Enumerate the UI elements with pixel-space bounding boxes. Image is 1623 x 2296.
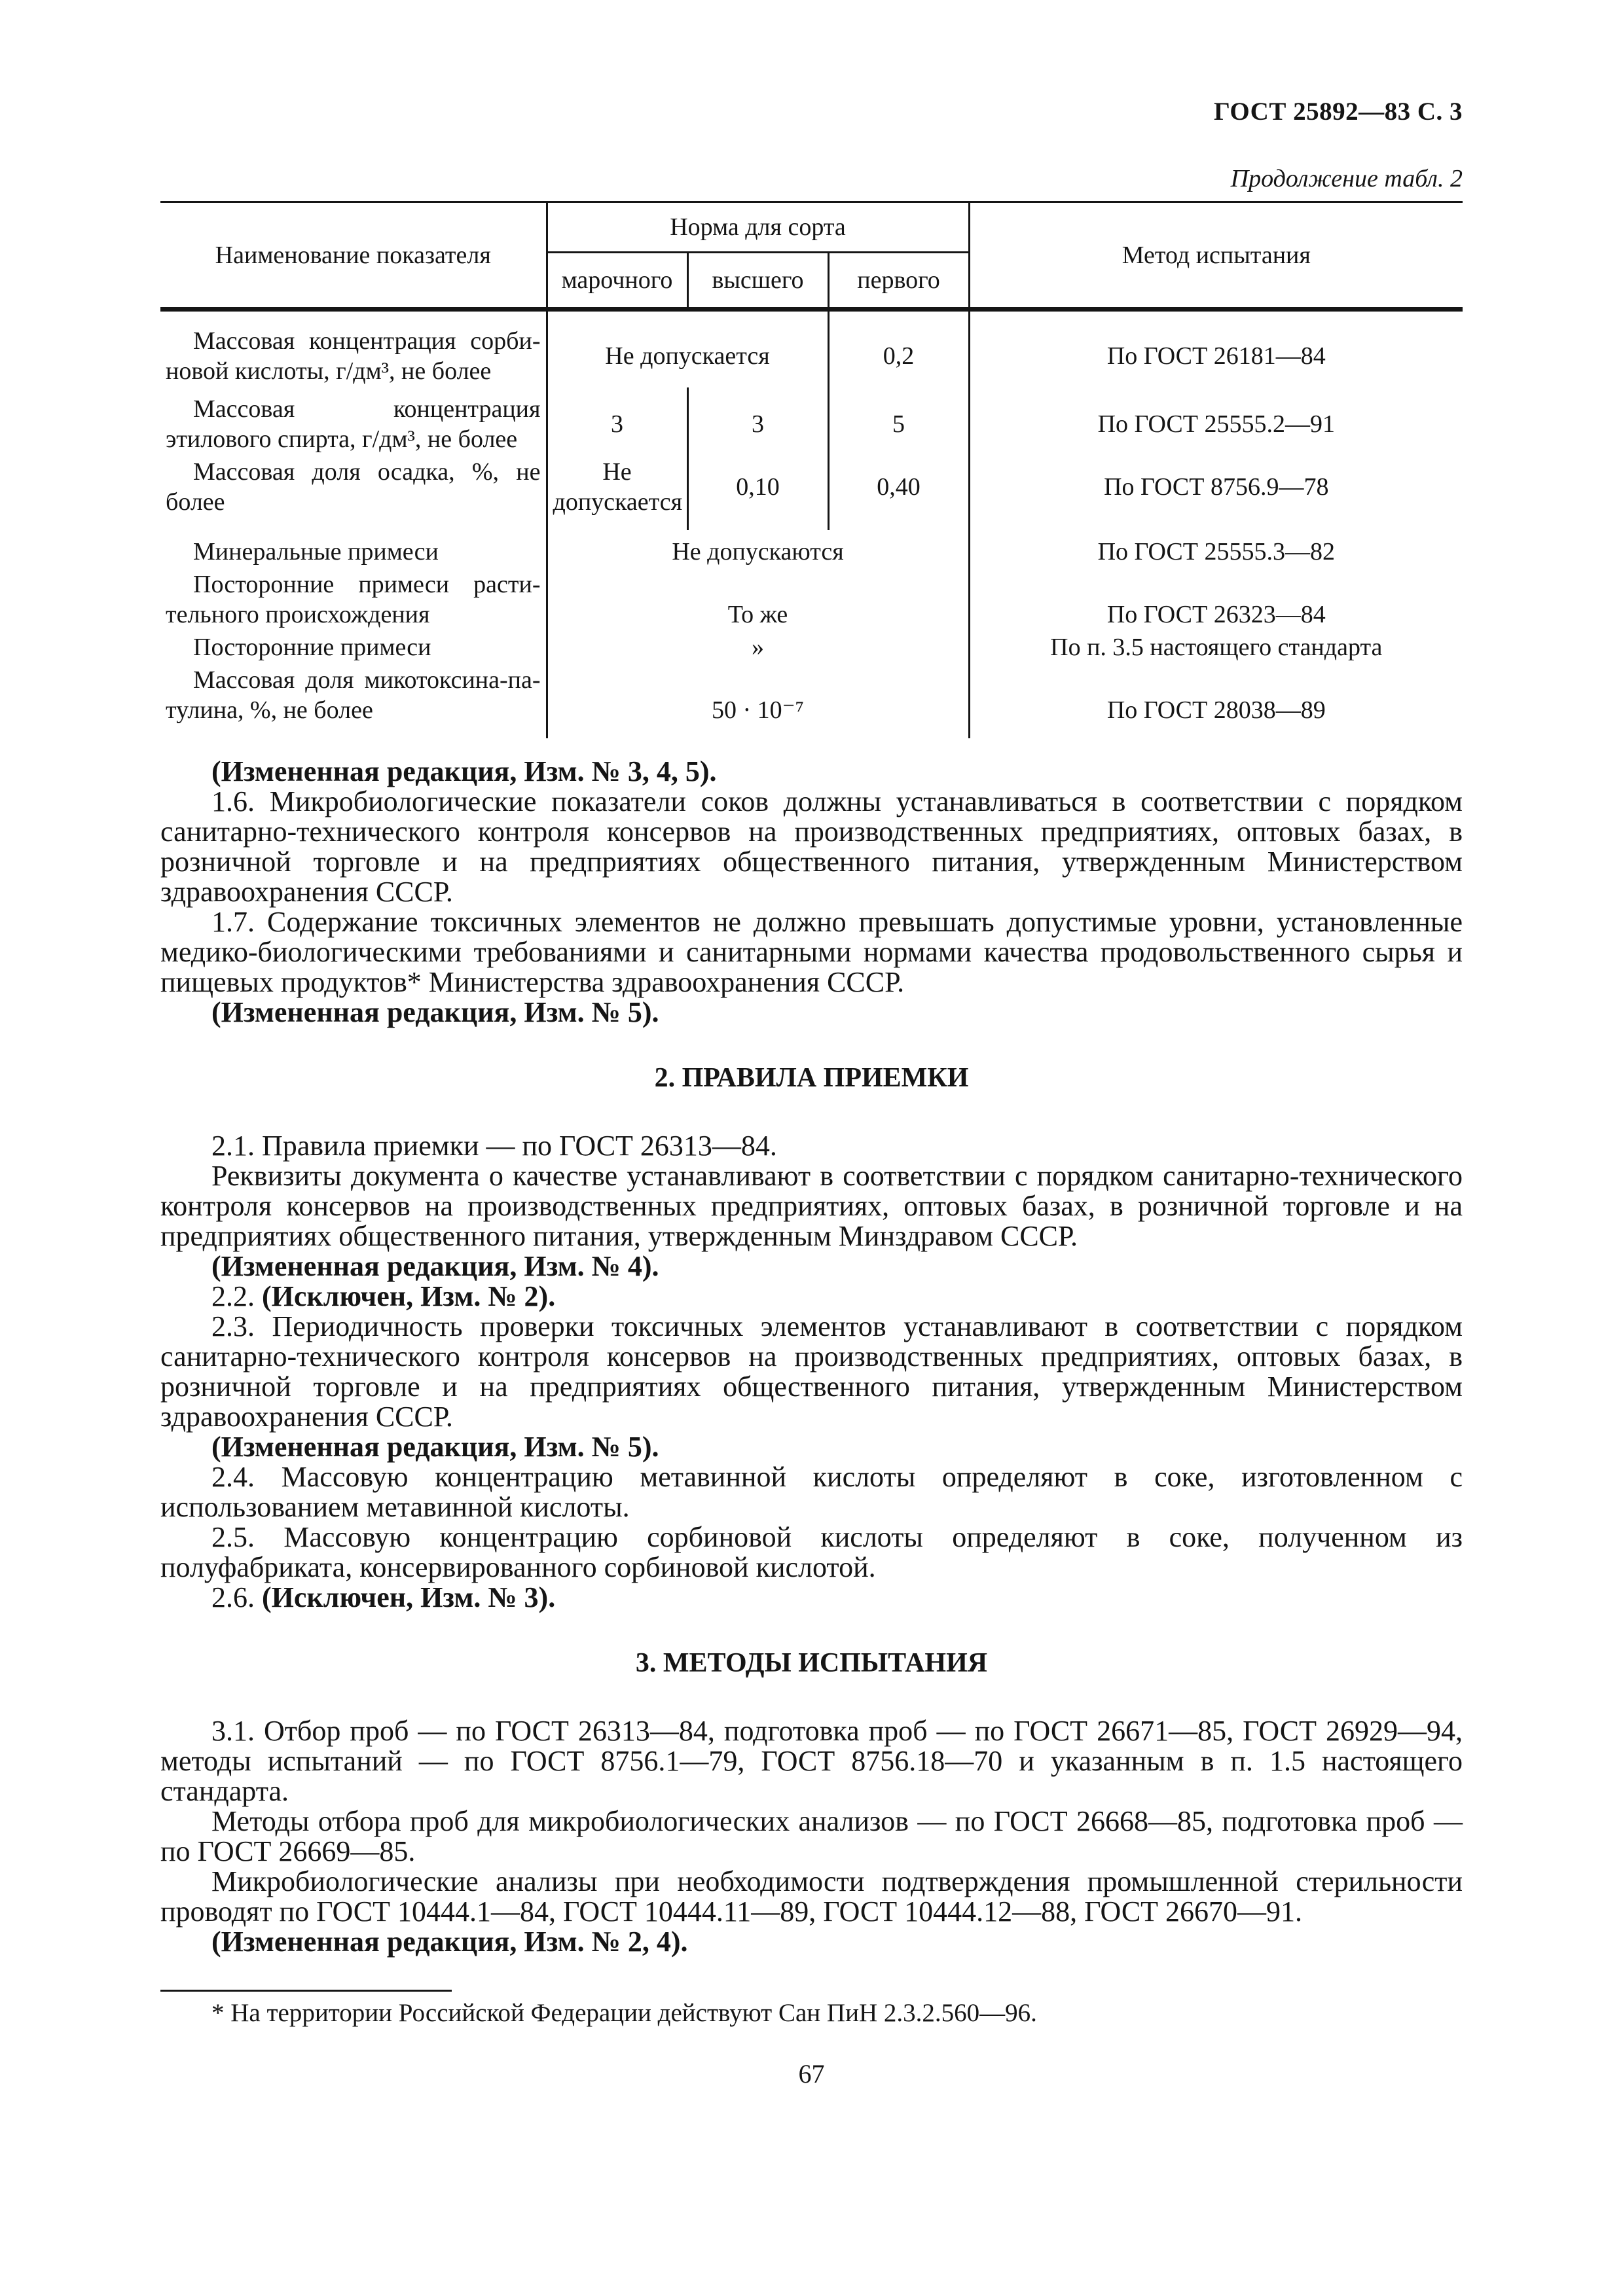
cell-indicator-name: Массовая концентрация этилового спирта, г/дм³, не более (166, 395, 541, 453)
clause-3-1a: 3.1. Отбор проб — по ГОСТ 26313—84, подготовка проб — по ГОСТ 26671—85, ГОСТ 26929—94, методы испытаний — по ГОСТ 8756.1—79, ГОСТ 8756.18—70 и указанным в п. 1.5 настоящего стандарта. (160, 1715, 1463, 1807)
clause-excluded-note: (Исключен, Изм. № 2). (262, 1280, 556, 1312)
cell-norm-all: То же (547, 568, 969, 631)
clause-1-7: 1.7. Содержание токсичных элементов не должно превышать допустимые уровни, установленные медико-биологическими требованиями и санитарными нормами качества продовольственного сырья и пищевых продуктов* Министерства здравоохранения СССР. (160, 906, 1463, 998)
cell-method: По п. 3.5 настоящего стандарта (969, 631, 1463, 664)
table-continuation-caption: Продолжение табл. 2 (1230, 165, 1463, 192)
cell-indicator-name: Массовая доля осадка, %, не более (166, 458, 541, 516)
clause-number: 2.2. (211, 1280, 262, 1312)
footnote-block (160, 1990, 1463, 2028)
cell-method: По ГОСТ 28038—89 (969, 664, 1463, 738)
spec-table (160, 201, 1463, 738)
cell-norm-marochny-vysshy: Не допускается (547, 310, 828, 388)
clause-2-5: 2.5. Массовую концентрацию сорбиновой кислоты определяют в соке, полученном из полуфабриката, консервированного сорбиновой кислотой. (160, 1521, 1463, 1583)
spec-table-head (160, 202, 1463, 310)
cell-indicator-name: Массовая доля микотоксина-патулина, %, не более (166, 666, 541, 724)
spec-table-body (160, 310, 1463, 739)
cell-method: По ГОСТ 26181—84 (969, 310, 1463, 388)
cell-method: По ГОСТ 26323—84 (969, 568, 1463, 631)
amendment-note: (Измененная редакция, Изм. № 3, 4, 5). (211, 755, 717, 787)
amendment-note: (Измененная редакция, Изм. № 2, 4). (211, 1926, 688, 1958)
cell-norm-pervy: 5 (828, 387, 969, 456)
doc-header: ГОСТ 25892—83 С. 3 (1214, 98, 1463, 126)
col-header-vysshy: высшего (687, 253, 828, 310)
cell-method: По ГОСТ 25555.2—91 (969, 387, 1463, 456)
cell-norm-all: Не допускаются (547, 530, 969, 568)
cell-norm-all: 50 · 10⁻⁷ (547, 664, 969, 738)
cell-method: По ГОСТ 8756.9—78 (969, 456, 1463, 530)
clause-2-1b: Реквизиты документа о качестве устанавливают в соответствии с порядком санитарно-технического контроля консервов на производственных предприятиях, оптовых базах, в розничной торговле и на предприятиях общественного питания, утвержденным Минздравом СССР. (160, 1160, 1463, 1252)
table-row-sediment (160, 456, 1463, 530)
cell-method: По ГОСТ 25555.3—82 (969, 530, 1463, 568)
col-header-marochny: марочного (547, 253, 687, 310)
col-header-indicator-name: Наименование показателя (215, 241, 491, 269)
cell-norm-pervy: 0,40 (828, 456, 969, 530)
clause-1-6: 1.6. Микробиологические показатели соков должны устанавливаться в соответствии с порядком санитарно-технического контроля консервов на производственных предприятиях, оптовых базах, в розничной торговле и на предприятиях общественного питания, утвержденным Министерством здравоохранения СССР. (160, 785, 1463, 908)
amendment-note: (Измененная редакция, Изм. № 5). (211, 1431, 659, 1463)
cell-indicator-name: Минеральные примеси (193, 538, 439, 565)
table-row-sorbic-acid (160, 310, 1463, 388)
clause-3-1c: Микробиологические анализы при необходимости подтверждения промышленной стерильности проводят по ГОСТ 10444.1—84, ГОСТ 10444.11—89, ГОСТ 10444.12—88, ГОСТ 26670—91. (160, 1865, 1463, 1928)
footnote-text: * На территории Российской Федерации действуют Сан ПиН 2.3.2.560—96. (211, 1999, 1037, 2027)
table-row-ethanol (160, 387, 1463, 456)
cell-norm-vysshy: 3 (687, 387, 828, 456)
table-row-mineral-impurities (160, 530, 1463, 568)
col-header-pervy: первого (828, 253, 969, 310)
cell-norm-marochny: Не допускается (547, 456, 687, 530)
page-number: 67 (798, 2059, 825, 2089)
clause-number: 2.6. (211, 1581, 262, 1613)
section-heading-acceptance-rules: 2. ПРАВИЛА ПРИЕМКИ (654, 1063, 969, 1093)
footnote-rule (160, 1990, 452, 1992)
col-header-norm-group: Норма для сорта (547, 202, 969, 253)
clause-3-1b: Методы отбора проб для микробиологических анализов — по ГОСТ 26668—85, подготовка проб — по ГОСТ 26669—85. (160, 1805, 1463, 1867)
document-body (160, 757, 1463, 1957)
clause-2-1a: 2.1. Правила приемки — по ГОСТ 26313—84. (211, 1130, 777, 1162)
table-header-row-1 (160, 202, 1463, 253)
cell-indicator-name: Посторонние примеси растительного происхождения (166, 571, 541, 628)
table-row-foreign-impurities (160, 631, 1463, 664)
table-row-plant-impurities (160, 568, 1463, 631)
table-row-patulin (160, 664, 1463, 738)
cell-norm-all: » (547, 631, 969, 664)
cell-indicator-name: Посторонние примеси (193, 634, 431, 661)
amendment-note: (Измененная редакция, Изм. № 4). (211, 1250, 659, 1282)
clause-2-3: 2.3. Периодичность проверки токсичных элементов устанавливают в соответствии с порядком санитарно-технического контроля консервов на производственных предприятиях, оптовых базах, в розничной торговле и на предприятиях общественного питания, утвержденным Министерством здравоохранения СССР. (160, 1310, 1463, 1433)
cell-norm-vysshy: 0,10 (687, 456, 828, 530)
clause-2-4: 2.4. Массовую концентрацию метавинной кислоты определяют в соке, изготовленном с использованием метавинной кислоты. (160, 1461, 1463, 1523)
section-heading-test-methods: 3. МЕТОДЫ ИСПЫТАНИЯ (635, 1648, 988, 1678)
cell-norm-marochny: 3 (547, 387, 687, 456)
cell-indicator-name: Массовая концентрация сорбиновой кислоты, г/дм³, не более (166, 327, 541, 385)
col-header-method: Метод испытания (969, 202, 1463, 310)
clause-excluded-note: (Исключен, Изм. № 3). (262, 1581, 556, 1613)
cell-norm-pervy: 0,2 (828, 310, 969, 388)
amendment-note: (Измененная редакция, Изм. № 5). (211, 996, 659, 1028)
clause-2-6 (160, 1583, 1463, 1613)
clause-2-2 (160, 1282, 1463, 1312)
